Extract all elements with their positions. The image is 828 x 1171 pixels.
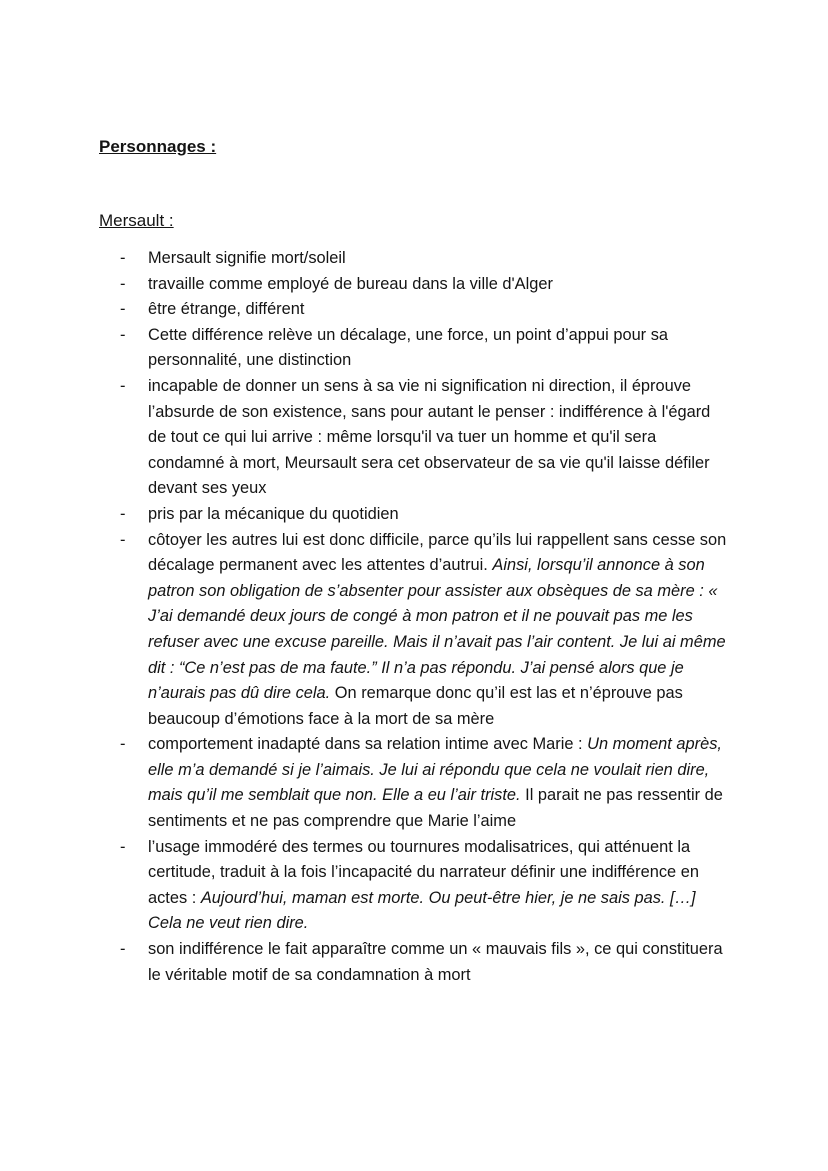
list-item [120, 502, 730, 528]
list-item [120, 835, 730, 937]
bullet-dash: - [120, 735, 126, 754]
section-heading: Personnages : [99, 137, 217, 156]
list-item [120, 528, 730, 733]
list-item-text: On remarque donc qu’il est las et n’éprouve pas beaucoup d’émotions face à la mort de sa mère [148, 684, 683, 728]
quote-text: Ainsi, lorsqu’il annonce à son patron son obligation de s’absenter pour assister aux obsèques de sa mère : « J’ai demandé deux jours de congé à mon patron et il ne pouvait pas me les refuser avec une excuse pareille. Mais il n’avait pas l’air content. Je lui ai même dit : “Ce n’est pas de ma faute.” Il n’a pas répondu. J’ai pensé alors que je n’aurais pas dû dire cela. [148, 556, 726, 703]
list-item [120, 374, 730, 502]
list-item-text: travaille comme employé de bureau dans la ville d'Alger [148, 274, 553, 293]
list-item-text: comportement inadapté dans sa relation intime avec Marie : [148, 735, 588, 754]
bullet-dash: - [120, 940, 126, 959]
list-item [120, 272, 730, 298]
list-item-text: l’usage immodéré des termes ou tournures modalisatrices, qui atténuent la certitude, traduit à la fois l’incapacité du narrateur définir une indifférence en actes : [148, 837, 699, 907]
list-item-text: Mersault signifie mort/soleil [148, 249, 346, 267]
list-item [120, 732, 730, 834]
character-name-heading: Mersault : [99, 211, 174, 230]
quote-text: Aujourd’hui, maman est morte. Ou peut-être hier, je ne sais pas. […] Cela ne veut rien dire. [148, 888, 696, 933]
list-item-text: son indifférence le fait apparaître comme un « mauvais fils », ce qui constituera le véritable motif de sa condamnation à mort [148, 940, 723, 984]
list-item-text: Il parait ne pas ressentir de sentiments et ne pas comprendre que Marie l’aime [148, 786, 723, 831]
bullet-dash: - [120, 376, 126, 395]
bullet-dash: - [120, 530, 126, 549]
character-traits-list [120, 246, 730, 988]
list-item [120, 323, 730, 374]
bullet-dash: - [120, 249, 126, 267]
quote-text: Un moment après, elle m’a demandé si je l’aimais. Je lui ai répondu que cela ne voulait rien dire, mais qu’il me semblait que non. Elle a eu l’air triste. [148, 735, 722, 805]
list-item-text: Cette différence relève un décalage, une force, un point d’appui pour sa personnalité, une distinction [148, 325, 669, 370]
bullet-dash: - [120, 274, 126, 293]
bullet-dash: - [120, 300, 126, 319]
list-item-text: pris par la mécanique du quotidien [148, 504, 399, 523]
list-item [120, 246, 730, 272]
bullet-dash: - [120, 504, 126, 523]
bullet-dash: - [120, 837, 126, 856]
list-item-text: incapable de donner un sens à sa vie ni signification ni direction, il éprouve l’absurde de son existence, sans pour autant le penser : indifférence à l'égard de tout ce qui lui arrive : même lorsqu'il va tuer un homme et qu'il sera condamné à mort, Meursault sera cet observateur de sa vie qu'il laisse défiler devant ses yeux [148, 376, 711, 498]
list-item [120, 937, 730, 988]
bullet-dash: - [120, 325, 126, 344]
list-item-text: être étrange, différent [148, 300, 305, 319]
list-item-text: côtoyer les autres lui est donc difficile, parce qu’ils lui rappellent sans cesse son décalage permanent avec les attentes d’autrui. [148, 530, 727, 575]
list-item [120, 297, 730, 323]
